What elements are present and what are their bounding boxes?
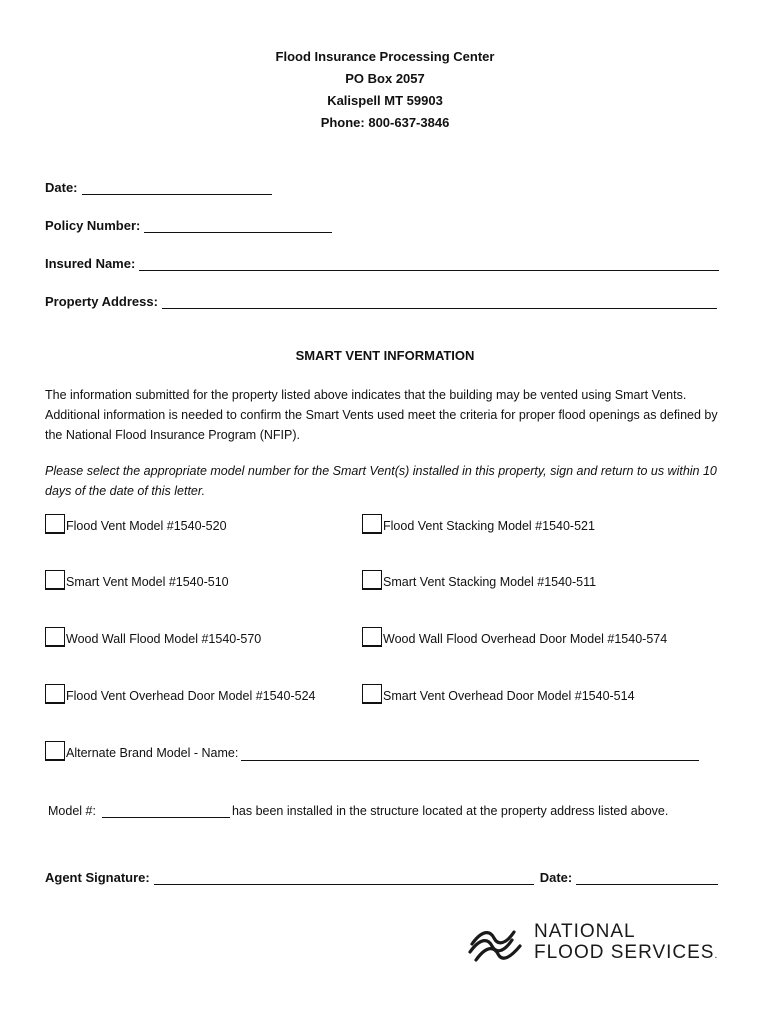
option-flood-vent-520[interactable] [45,514,227,534]
checkbox[interactable] [45,570,65,590]
date-field[interactable] [82,180,272,195]
logo-line-2-wrap [534,942,718,966]
national-flood-services-logo [468,921,718,966]
model-number-row [48,803,668,818]
property-label: Property Address: [45,294,158,309]
alternate-brand-name-field[interactable] [241,746,699,761]
option-label: Smart Vent Stacking Model #1540-511 [383,575,597,589]
letterhead [0,46,770,134]
policy-label: Policy Number: [45,218,141,233]
option-label: Wood Wall Flood Overhead Door Model #1540-574 [383,632,668,646]
agent-signature-field[interactable] [154,870,534,885]
po-box: PO Box 2057 [345,71,425,86]
property-row [45,291,717,309]
logo-text [534,921,718,966]
checkbox[interactable] [362,514,382,534]
option-wood-wall-overhead-574[interactable] [362,627,667,647]
instructions-paragraph: Please select the appropriate model number for the Smart Vent(s) installed in this property, sign and return to us within 10 days of the date of this letter. [45,464,717,498]
option-smart-vent-overhead-514[interactable] [362,684,635,704]
option-label: Flood Vent Model #1540-520 [66,519,227,533]
logo-line-1: NATIONAL [534,921,636,942]
insured-name-field[interactable] [139,256,719,271]
date-label: Date: [45,180,78,195]
logo-mark: . [714,950,719,961]
agent-signature-label: Agent Signature: [45,870,150,885]
insured-label: Insured Name: [45,256,136,271]
option-label: Wood Wall Flood Model #1540-570 [66,632,262,646]
option-alternate-brand[interactable] [45,741,699,761]
option-label: Flood Vent Overhead Door Model #1540-524 [66,689,316,703]
signature-row [45,870,718,885]
model-number-field[interactable] [102,803,230,818]
option-label: Alternate Brand Model - Name: [66,746,239,760]
option-label: Smart Vent Overhead Door Model #1540-514 [383,689,635,703]
policy-number-field[interactable] [144,218,332,233]
option-smart-vent-stacking-511[interactable] [362,570,596,590]
option-label: Smart Vent Model #1540-510 [66,575,229,589]
phone-number: Phone: 800-637-3846 [320,115,450,130]
date-row [45,177,272,195]
policy-row [45,215,332,233]
wave-logo-icon [468,924,524,964]
checkbox[interactable] [45,741,65,761]
model-suffix: has been installed in the structure located at the property address listed above. [231,804,669,818]
logo-line-2: FLOOD SERVICES [534,942,715,963]
org-name: Flood Insurance Processing Center [275,49,495,64]
model-label: Model #: [48,804,96,818]
option-wood-wall-570[interactable] [45,627,261,647]
city-state-zip: Kalispell MT 59903 [327,93,443,108]
option-label: Flood Vent Stacking Model #1540-521 [383,519,595,533]
option-flood-vent-overhead-524[interactable] [45,684,315,704]
checkbox[interactable] [362,570,382,590]
intro-paragraph: The information submitted for the property listed above indicates that the building may be vented using Smart Vents. Additional information is needed to confirm the Smart Vents used meet the criteria for proper flood openings as defined by the National Flood Insurance Program (NFIP). [45,388,718,442]
option-smart-vent-510[interactable] [45,570,229,590]
property-address-field[interactable] [162,294,717,309]
insured-row [45,253,719,271]
section-title: SMART VENT INFORMATION [295,348,475,363]
signature-date-label: Date: [539,870,573,885]
checkbox[interactable] [45,627,65,647]
signature-date-field[interactable] [576,870,718,885]
checkbox[interactable] [362,684,382,704]
checkbox[interactable] [45,514,65,534]
option-flood-vent-stacking-521[interactable] [362,514,595,534]
checkbox[interactable] [362,627,382,647]
checkbox[interactable] [45,684,65,704]
